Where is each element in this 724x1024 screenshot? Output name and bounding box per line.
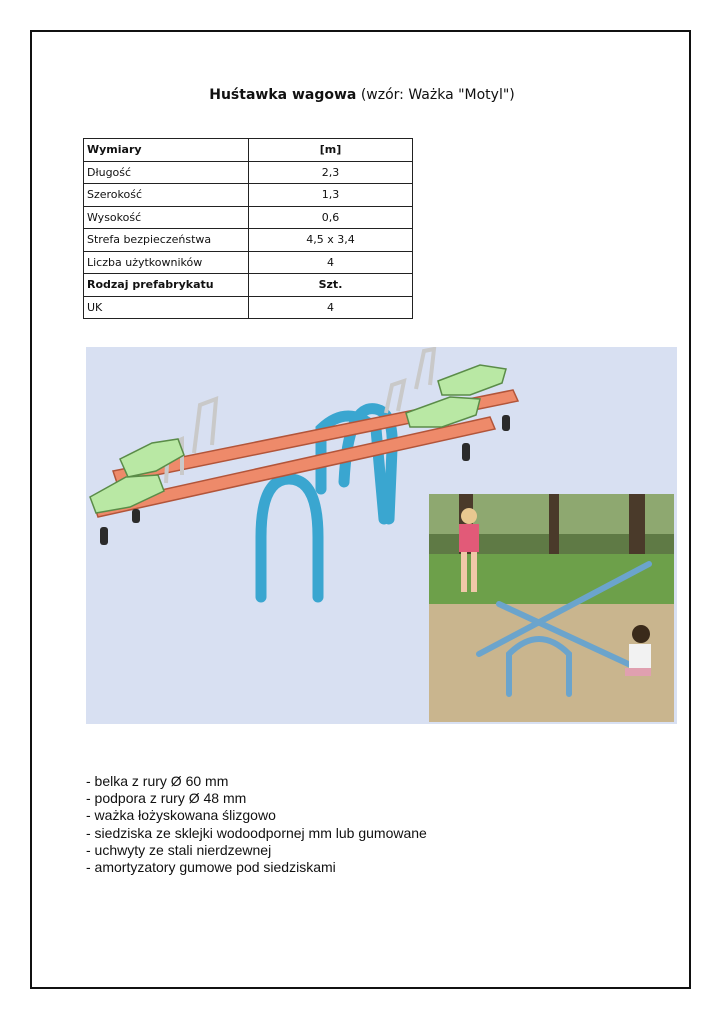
list-item: - siedziska ze sklejki wodoodpornej mm lub gumowane — [86, 824, 427, 841]
seat — [438, 365, 506, 395]
handle — [194, 399, 216, 453]
table-cell: UK — [84, 296, 249, 319]
table-row — [84, 296, 413, 319]
bumper — [132, 509, 140, 523]
table-cell: Liczba użytkowników — [84, 251, 249, 274]
handle — [416, 349, 434, 389]
list-item: - ważka łożyskowana ślizgowo — [86, 807, 276, 824]
playground-photo — [429, 494, 674, 722]
table-header-cell: Rodzaj prefabrykatu — [84, 274, 249, 297]
table-header-cell: [m] — [249, 139, 413, 162]
dimensions-table — [83, 138, 413, 319]
title-rest: (wzór: Ważka "Motyl") — [356, 87, 515, 103]
table-cell: Wysokość — [84, 206, 249, 229]
list-item: - podpora z rury Ø 48 mm — [86, 790, 247, 807]
photo-scene — [429, 494, 674, 722]
table-cell: 1,3 — [249, 184, 413, 207]
list-item: - amortyzatory gumowe pod siedziskami — [86, 859, 336, 876]
table-row — [84, 251, 413, 274]
table-header-cell: Szt. — [249, 274, 413, 297]
title-bold: Huśtawka wagowa — [209, 87, 357, 103]
table-cell: 4 — [249, 296, 413, 319]
list-item: - belka z rury Ø 60 mm — [86, 773, 229, 789]
table-header-cell: Wymiary — [84, 139, 249, 162]
table-cell: Szerokość — [84, 184, 249, 207]
table-cell: 0,6 — [249, 206, 413, 229]
table-cell: 4,5 x 3,4 — [249, 229, 413, 252]
table-subheader-row — [84, 274, 413, 297]
handle — [386, 381, 404, 413]
bumper — [100, 527, 108, 545]
table-row — [84, 206, 413, 229]
table-row — [84, 161, 413, 184]
table-row — [84, 229, 413, 252]
document-title — [0, 87, 724, 103]
table-cell: 4 — [249, 251, 413, 274]
feature-list — [86, 773, 427, 876]
list-item: - uchwyty ze stali nierdzewnej — [86, 841, 272, 858]
bumper — [462, 443, 470, 461]
table-header-row — [84, 139, 413, 162]
table-cell: 2,3 — [249, 161, 413, 184]
table-cell: Strefa bezpieczeństwa — [84, 229, 249, 252]
table-cell: Długość — [84, 161, 249, 184]
table-row — [84, 184, 413, 207]
seat — [90, 475, 164, 513]
bumper — [502, 415, 510, 431]
